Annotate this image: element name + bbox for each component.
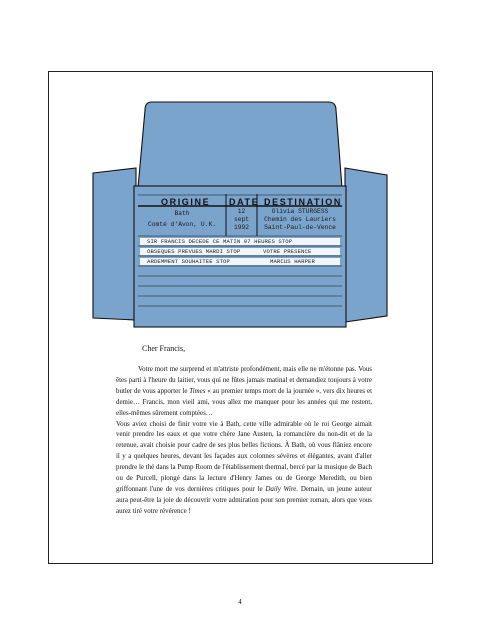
left-flap (93, 168, 136, 320)
destination-town: Saint-Paul-de-Vence (264, 224, 336, 231)
message-line-3-right: MARCUS HARPER (270, 258, 315, 265)
destination-street: Chemin des Lauriers (264, 216, 336, 223)
letter-salutation: Cher Francis, (142, 344, 186, 353)
header-date: DATE (229, 197, 260, 207)
letter-body (116, 364, 372, 517)
header-destination: DESTINATION (264, 197, 342, 207)
page-number: 4 (238, 598, 242, 606)
date-year: 1992 (233, 224, 250, 231)
message-line-2-right: VOTRE PRESENCE (263, 248, 312, 255)
message-line-2: OBSEQUES PREVUES MARDI STOP (147, 248, 241, 255)
destination-name: Olivia STURGESS (271, 208, 329, 215)
origin-city: Bath (174, 210, 190, 217)
letter-paragraph-2: Vous aviez choisi de finir votre vie à Bath, cette ville admirable où le roi George aimait venir prendre les eaux et que votre chère Jane Austen, la romancière du non-dit et de la retenue, avait choisie pour cadre de ses plus belles fictions. À Bath, où vous flâniez encore il y a quelques heures, devant les façades aux colonnes sévères et élégantes, avant d'aller prendre le thé dans la Pump Room de l'établissement thermal, bercé par la musique de Bach ou de Purcell, plongé dans la lecture d'Henry James ou de George Meredith, ou bien griffonnant l'une de vos dernières critiques pour le Daily Wire. Demain, un jeune auteur aura peut-être la joie de découvrir votre admiration pour son premier roman, alors que vous aurez tiré votre révérence ! (116, 419, 373, 515)
date-day: 12 (237, 208, 246, 215)
message-line-3: ARDEMMENT SOUHAITEE STOP (147, 258, 230, 265)
message-line-1: SIR FRANCIS DECEDE CE MATIN 07 HEURES STOP (147, 238, 293, 245)
origin-county: Comté d'Avon, U.K. (147, 221, 217, 228)
header-origin: ORIGINE (161, 197, 211, 207)
letter-paragraph-1: Votre mort me surprend et m'attriste profondément, mais elle ne m'étonne pas. Vous êtes parti à l'heure du laitier, vous qui ne fûtes jamais matinal et demandiez toujours à votre butler de vous apporter le Times « au premier temps mort de la journée », vers dix heures et demie… Francis, mon vieil ami, vous allez me manquer pour les années qui me restent, elles-mêmes sûrement comptées… (116, 365, 372, 417)
date-month: sept (233, 216, 250, 223)
right-flap (345, 168, 387, 322)
top-flap (138, 102, 342, 188)
